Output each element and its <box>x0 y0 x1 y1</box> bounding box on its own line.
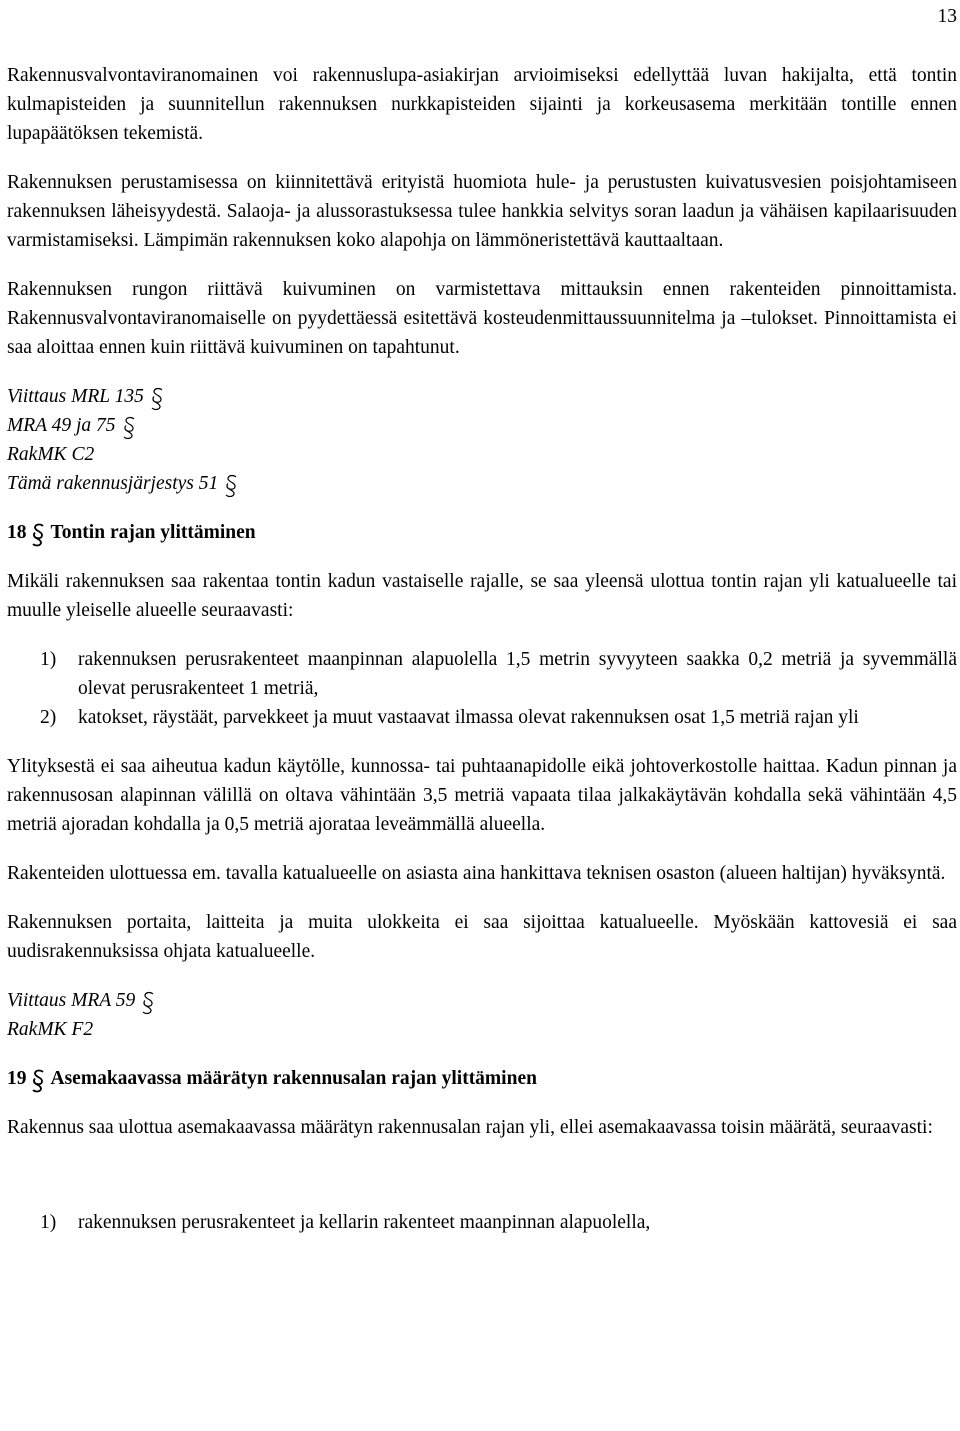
reference-line: RakMK F2 <box>7 1019 94 1040</box>
section-18-paragraph-projections: Rakennuksen portaita, laitteita ja muita ulokkeita ei saa sijoittaa katualueelle. Myöskään kattovesiä ei saa uudisrakennuksissa ohjata katualueelle. <box>7 912 957 962</box>
section-19-intro: Rakennus saa ulottua asemakaavassa määrätyn rakennusalan rajan yli, ellei asemakaavassa toisin määrätä, seuraavasti: <box>7 1117 933 1138</box>
reference-block-2 <box>7 986 957 1044</box>
section-heading-18: 18 Tontin rajan ylittäminen <box>7 518 957 547</box>
section-sign-icon <box>150 387 164 411</box>
section-sign-icon <box>31 1069 45 1093</box>
page-number: 13 <box>937 6 957 27</box>
section-sign-icon <box>224 474 238 498</box>
section-sign-icon <box>141 991 155 1015</box>
section-19-list <box>7 1208 957 1237</box>
reference-line: MRA 49 ja 75 <box>7 411 957 440</box>
reference-line: Viittaus MRA 59 <box>7 986 957 1015</box>
list-item: 2) katokset, räystäät, parvekkeet ja muut vastaavat ilmassa olevat rakennuksen osat 1,5 metriä rajan yli <box>40 707 859 728</box>
section-18-intro: Mikäli rakennuksen saa rakentaa tontin kadun vastaiselle rajalle, se saa yleensä ulottua tontin rajan yli katualueelle tai muulle yleiselle alueelle seuraavasti: <box>7 571 957 621</box>
document-body <box>7 61 957 1257</box>
reference-line: Tämä rakennusjärjestys 51 <box>7 469 957 498</box>
paragraph-survey-requirement: Rakennusvalvontaviranomainen voi rakennuslupa-asiakirjan arvioimiseksi edellyttää luvan hakijalta, että tontin kulmapisteiden ja suunnitellun rakennuksen nurkkapisteiden sijainti ja korkeusasema merkitään tontille ennen lupapäätöksen tekemistä. <box>7 65 957 144</box>
section-18-paragraph-approval: Rakenteiden ulottuessa em. tavalla katualueelle on asiasta aina hankittava teknisen osaston (alueen haltijan) hyväksyntä. <box>7 863 946 884</box>
reference-block-1 <box>7 382 957 498</box>
section-heading-19: 19 Asemakaavassa määrätyn rakennusalan rajan ylittäminen <box>7 1064 957 1093</box>
reference-line: RakMK C2 <box>7 444 95 465</box>
paragraph-foundation-drainage: Rakennuksen perustamisessa on kiinnitettävä erityistä huomiota hule- ja perustusten kuivatusvesien poisjohtamiseen rakennuksen läheisyydestä. Salaoja- ja alussorastuksessa tulee hankkia selvitys soran laadun ja vähäisen kapilaarisuuden varmistamiseksi. Lämpimän rakennuksen koko alapohja on lämmöneristettävä kauttaaltaan. <box>7 172 957 251</box>
section-sign-icon <box>122 416 136 440</box>
section-sign-icon <box>31 523 45 547</box>
paragraph-frame-drying: Rakennuksen rungon riittävä kuivuminen on varmistettava mittauksin ennen rakenteiden pinnoittamista. Rakennusvalvontaviranomaiselle on pyydettäessä esitettävä kosteudenmittaussuunnitelma ja –tulokset. Pinnoittamista ei saa aloittaa ennen kuin riittävä kuivuminen on tapahtunut. <box>7 279 957 358</box>
section-18-paragraph-obstruction: Ylityksestä ei saa aiheutua kadun käytölle, kunnossa- tai puhtaanapidolle eikä johtoverkostolle haittaa. Kadun pinnan ja rakennusosan alapinnan välillä on oltava vähintään 3,5 metriä vapaata tilaa jalkakäytävän kohdalla sekä vähintään 4,5 metriä ajoradan kohdalla ja 0,5 metriä ajorataa leveämmällä alueella. <box>7 756 957 835</box>
list-item: 1) rakennuksen perusrakenteet maanpinnan alapuolella 1,5 metrin syvyyteen saakka 0,2 metriä ja syvemmällä olevat perusrakenteet 1 metriä, <box>40 649 957 699</box>
reference-line: Viittaus MRL 135 <box>7 382 957 411</box>
list-item: 1) rakennuksen perusrakenteet ja kellarin rakenteet maanpinnan alapuolella, <box>40 1212 651 1233</box>
section-18-list <box>7 645 957 732</box>
